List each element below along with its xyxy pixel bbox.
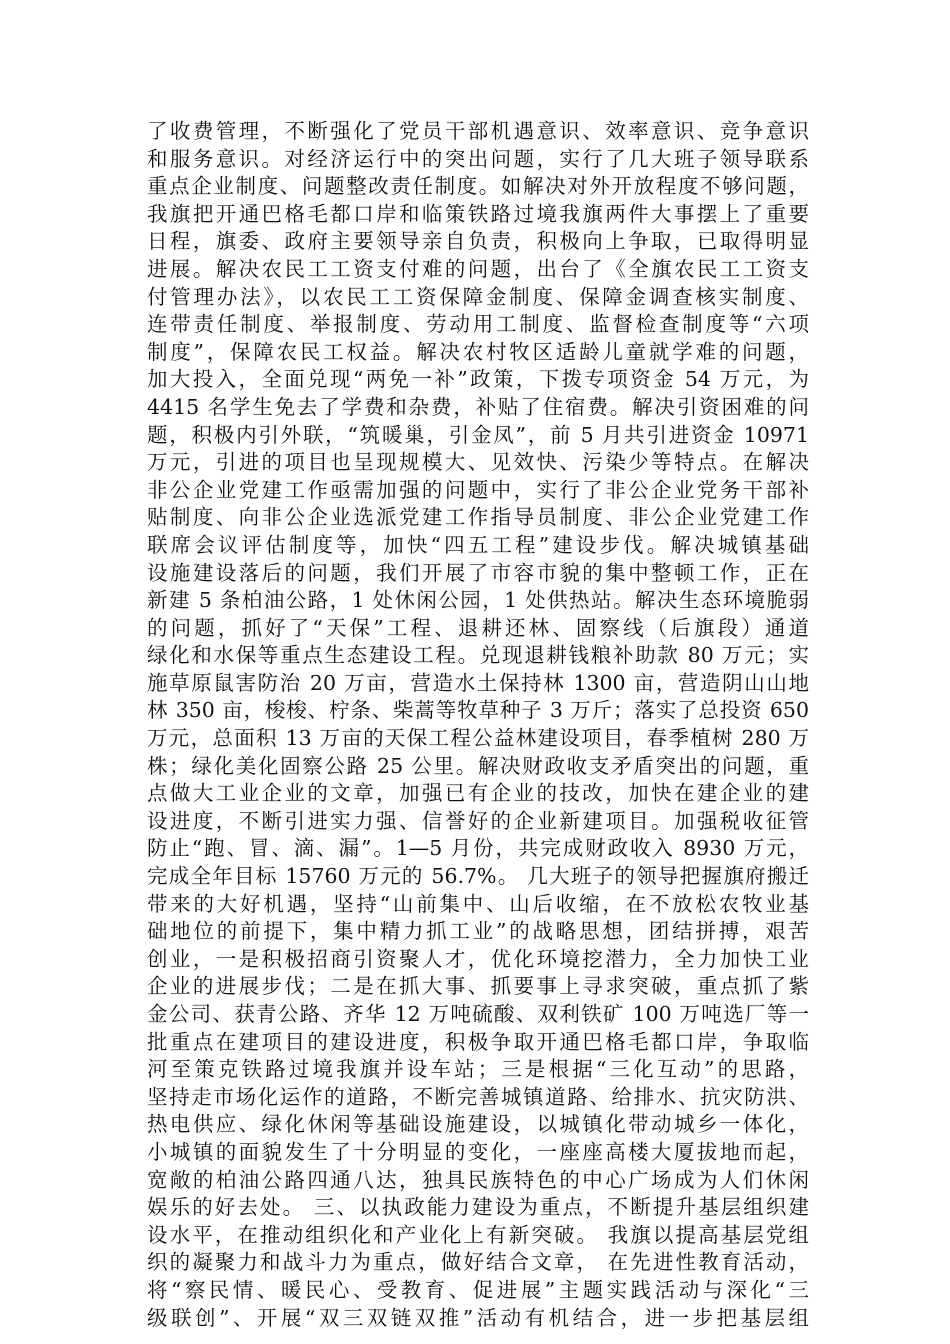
text-line: 和服务意识。对经济运行中的突出问题，实行了几大班子领导联系	[147, 146, 809, 171]
text-line: 将“察民情、暖民心、受教育、促进展”主题实践活动与深化“三	[147, 1277, 809, 1302]
text-line: 级联创”、开展“双三双链双推”活动有机结合，进一步把基层组	[147, 1305, 809, 1330]
text-line: 4415 名学生免去了学费和杂费，补贴了住宿费。解决引资困难的问	[147, 394, 809, 419]
text-line: 株；绿化美化固察公路 25 公里。解决财政收支矛盾突出的问题，重	[147, 753, 809, 778]
text-line: 连带责任制度、举报制度、劳动用工制度、监督检查制度等“六项	[147, 312, 809, 337]
text-line: 完成全年目标 15760 万元的 56.7%。 几大班子的领导把握旗府搬迁	[147, 864, 809, 889]
text-line: 联席会议评估制度等，加快“四五工程”建设步伐。解决城镇基础	[147, 532, 809, 557]
text-line: 织的凝聚力和战斗力为重点，做好结合文章， 在先进性教育活动，	[147, 1250, 809, 1275]
text-line: 创业，一是积极招商引资聚人才，优化环境挖潜力，全力加快工业	[147, 946, 809, 971]
text-line: 付管理办法》，以农民工工资保障金制度、保障金调查核实制度、	[147, 284, 809, 309]
text-line: 坚持走市场化运作的道路，不断完善城镇道路、给排水、抗灾防洪、	[147, 1084, 809, 1109]
body-text	[147, 118, 809, 1332]
text-line: 宽敞的柏油公路四通八达，独具民族特色的中心广场成为人们休闲	[147, 1167, 809, 1192]
text-line: 的问题，抓好了“天保”工程、退耕还林、固察线（后旗段）通道	[147, 615, 809, 640]
text-line: 绿化和水保等重点生态建设工程。兑现退耕钱粮补助款 80 万元；实	[147, 643, 809, 668]
text-line: 加大投入，全面兑现“两免一补”政策，下拨专项资金 54 万元，为	[147, 367, 809, 392]
text-line: 设进度，不断引进实力强、信誉好的企业新建项目。加强税收征管	[147, 808, 809, 833]
text-line: 我旗把开通巴格毛都口岸和临策铁路过境我旗两件大事摆上了重要	[147, 201, 809, 226]
text-line: 批重点在建项目的建设进度，积极争取开通巴格毛都口岸，争取临	[147, 1029, 809, 1054]
text-line: 热电供应、绿化休闲等基础设施建设，以城镇化带动城乡一体化，	[147, 1112, 809, 1137]
text-line: 题，积极内引外联，“筑暖巢，引金凤”，前 5 月共引进资金 10971	[147, 422, 809, 447]
text-line: 防止“跑、冒、滴、漏”。1—5 月份，共完成财政收入 8930 万元，	[147, 836, 809, 861]
text-line: 小城镇的面貌发生了十分明显的变化，一座座高楼大厦拔地而起，	[147, 1139, 809, 1164]
text-line: 金公司、获青公路、齐华 12 万吨硫酸、双利铁矿 100 万吨选厂等一	[147, 1002, 809, 1026]
text-line: 制度”，保障农民工权益。解决农村牧区适龄儿童就学难的问题，	[147, 339, 809, 364]
text-line: 带来的大好机遇，坚持“山前集中、山后收缩，在不放松农牧业基	[147, 891, 809, 916]
text-line: 点做大工业企业的文章，加强已有企业的技改，加快在建企业的建	[147, 781, 809, 806]
text-line: 新建 5 条柏油公路，1 处休闲公园，1 处供热站。解决生态环境脆弱	[147, 588, 809, 613]
text-line: 日程，旗委、政府主要领导亲自负责，积极向上争取，已取得明显	[147, 229, 809, 254]
text-line: 万元，总面积 13 万亩的天保工程公益林建设项目，春季植树 280 万	[147, 726, 809, 751]
text-line: 河至策克铁路过境我旗并设车站；三是根据“三化互动”的思路，	[147, 1057, 809, 1082]
text-line: 林 350 亩，梭梭、柠条、柴蒿等牧草种子 3 万斤；落实了总投资 650	[147, 698, 809, 723]
text-line: 娱乐的好去处。 三、以执政能力建设为重点，不断提升基层组织建	[147, 1195, 809, 1220]
text-line: 贴制度、向非公企业选派党建工作指导员制度、非公企业党建工作	[147, 505, 809, 530]
text-line: 设施建设落后的问题，我们开展了市容市貌的集中整顿工作，正在	[147, 560, 809, 585]
text-line: 了收费管理，不断强化了党员干部机遇意识、效率意识、竞争意识	[147, 119, 809, 143]
text-line: 万元，引进的项目也呈现规模大、见效快、污染少等特点。在解决	[147, 450, 809, 475]
text-line: 施草原鼠害防治 20 万亩，营造水土保持林 1300 亩，营造阴山山地	[147, 670, 809, 695]
text-line: 企业的进展步伐；二是在抓大事、抓要事上寻求突破，重点抓了紫	[147, 974, 809, 999]
text-line: 础地位的前提下，集中精力抓工业”的战略思想，团结拼搏，艰苦	[147, 919, 809, 944]
text-line: 重点企业制度、问题整改责任制度。如解决对外开放程度不够问题，	[147, 174, 809, 199]
text-line: 非公企业党建工作亟需加强的问题中，实行了非公企业党务干部补	[147, 477, 809, 502]
text-line: 设水平，在推动组织化和产业化上有新突破。 我旗以提高基层党组	[147, 1222, 809, 1247]
text-line: 进展。解决农民工工资支付难的问题，出台了《全旗农民工工资支	[147, 256, 809, 281]
